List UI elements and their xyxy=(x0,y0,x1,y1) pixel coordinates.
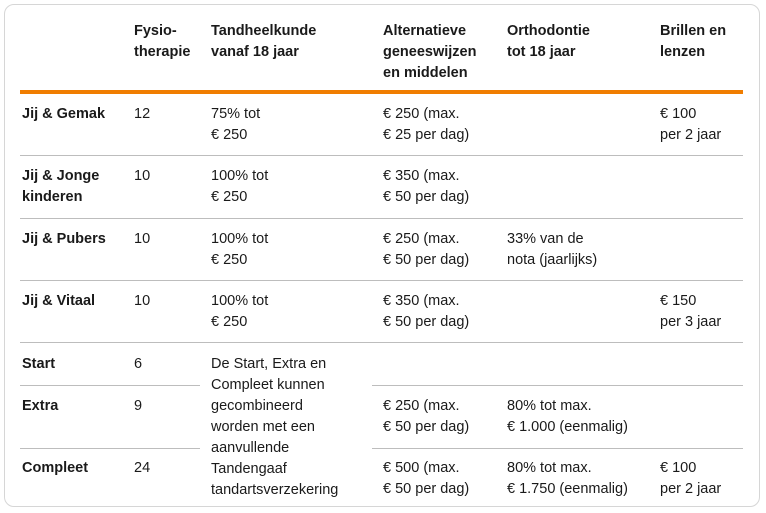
cell-gemak-bril: € 100 per 2 jaar xyxy=(660,106,722,143)
cell-start-fysio: 6 xyxy=(134,356,143,372)
header-divider xyxy=(20,90,743,94)
row-name-vitaal: Jij & Vitaal xyxy=(22,293,96,309)
row-name-extra: Extra xyxy=(22,398,59,414)
cell-compleet-fysio: 24 xyxy=(134,460,151,476)
cell-jonge-fysio: 10 xyxy=(134,168,151,184)
cell-extra-alt: € 250 (max. € 50 per dag) xyxy=(383,398,470,435)
cell-vitaal-bril: € 150 per 3 jaar xyxy=(660,293,722,330)
cell-gemak-alt: € 250 (max. € 25 per dag) xyxy=(383,106,470,143)
row-divider xyxy=(20,155,743,156)
table-frame xyxy=(4,4,760,507)
row-name-jonge-kinderen: Jij & Jonge kinderen xyxy=(22,168,100,205)
row-divider-left xyxy=(20,448,200,449)
row-divider-right xyxy=(372,385,743,386)
cell-pubers-fysio: 10 xyxy=(134,231,151,247)
cell-gemak-fysio: 12 xyxy=(134,106,151,122)
row-divider xyxy=(20,218,743,219)
row-name-start: Start xyxy=(22,356,56,372)
cell-compleet-bril: € 100 per 2 jaar xyxy=(660,460,722,497)
header-alternatieve-geneeswijzen: Alternatieve geneeswijzen en middelen xyxy=(383,23,477,81)
cell-extra-ortho: 80% tot max. € 1.000 (eenmalig) xyxy=(507,398,628,435)
header-tandheelkunde: Tandheelkunde vanaf 18 jaar xyxy=(211,23,317,60)
cell-vitaal-fysio: 10 xyxy=(134,293,151,309)
cell-extra-fysio: 9 xyxy=(134,398,143,414)
cell-pubers-alt: € 250 (max. € 50 per dag) xyxy=(383,231,470,268)
row-divider xyxy=(20,342,743,343)
cell-vitaal-tand: 100% tot € 250 xyxy=(211,293,269,330)
row-divider-right xyxy=(372,448,743,449)
header-brillen-en-lenzen: Brillen en lenzen xyxy=(660,23,727,60)
header-orthodontie: Orthodontie tot 18 jaar xyxy=(507,23,590,60)
cell-compleet-ortho: 80% tot max. € 1.750 (eenmalig) xyxy=(507,460,628,497)
cell-jonge-alt: € 350 (max. € 50 per dag) xyxy=(383,168,470,205)
cell-pubers-ortho: 33% van de nota (jaarlijks) xyxy=(507,231,598,268)
row-divider xyxy=(20,280,743,281)
cell-gemak-tand: 75% tot € 250 xyxy=(211,106,261,143)
cell-jonge-tand: 100% tot € 250 xyxy=(211,168,269,205)
header-fysiotherapie: Fysio- therapie xyxy=(134,23,191,60)
row-name-pubers: Jij & Pubers xyxy=(22,231,106,247)
cell-vitaal-alt: € 350 (max. € 50 per dag) xyxy=(383,293,470,330)
row-divider-left xyxy=(20,385,200,386)
row-name-gemak: Jij & Gemak xyxy=(22,106,106,122)
cell-pubers-tand: 100% tot € 250 xyxy=(211,231,269,268)
row-name-compleet: Compleet xyxy=(22,460,89,476)
cell-compleet-alt: € 500 (max. € 50 per dag) xyxy=(383,460,470,497)
combined-note: De Start, Extra en Compleet kunnen gecombineerd worden met een aanvullende Tandengaaf tandartsverzekering xyxy=(211,356,339,498)
